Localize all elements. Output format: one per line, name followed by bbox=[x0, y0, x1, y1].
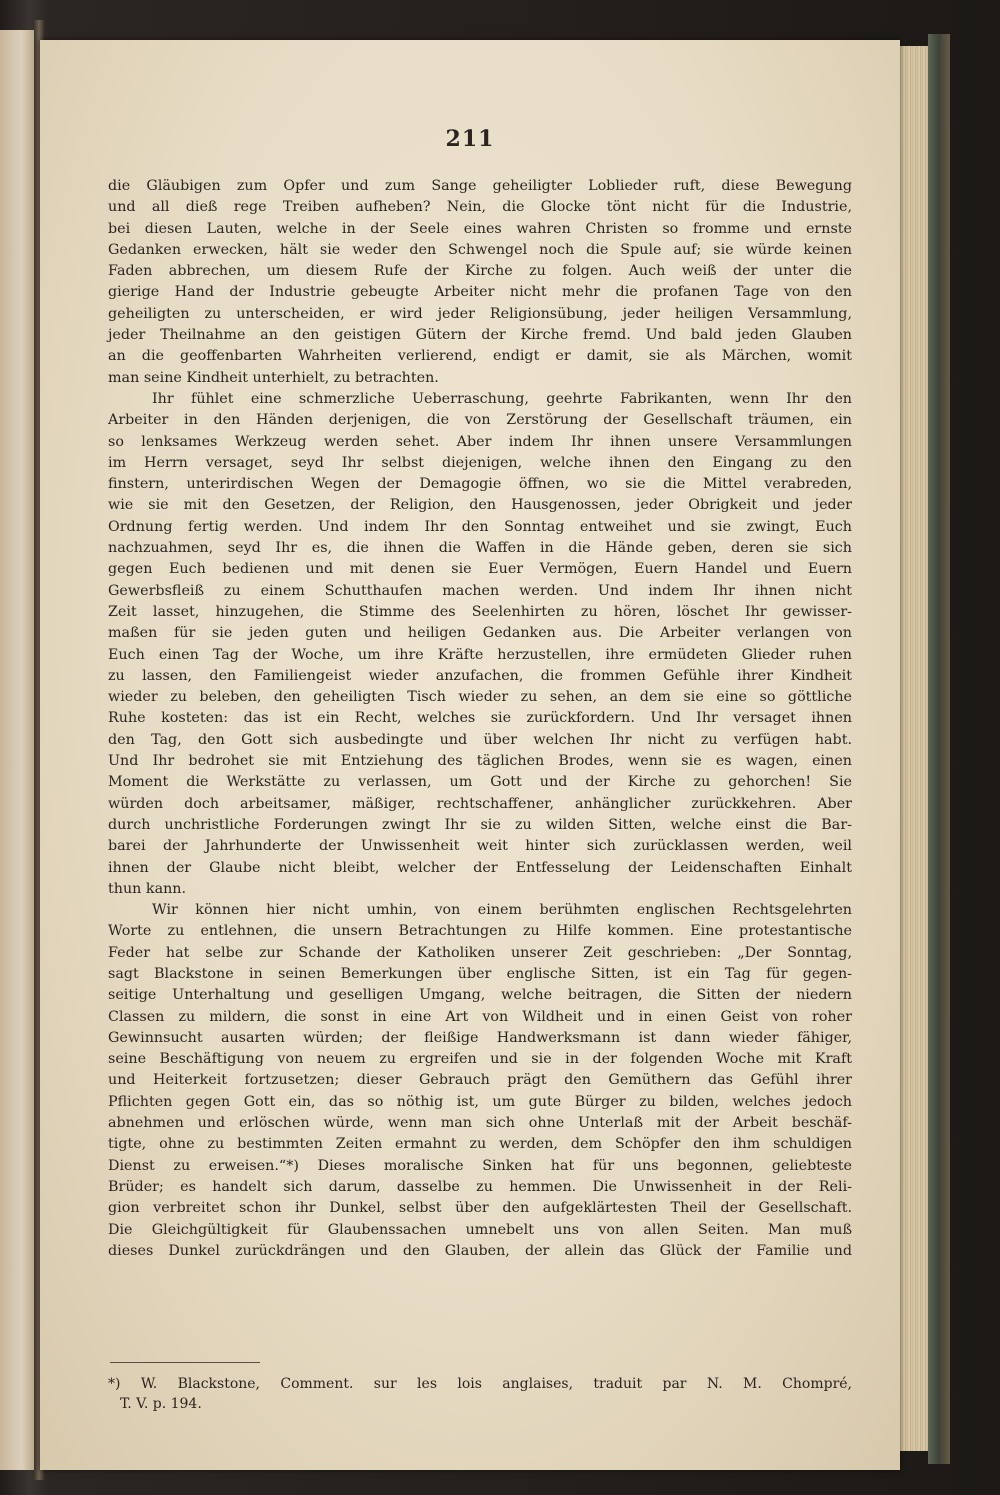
paragraph-end-line: thun kann. bbox=[108, 880, 187, 897]
text-line: die Gläubigen zum Opfer und zum Sange geheiligter Loblieder ruft, diese Bewegung bbox=[108, 178, 852, 194]
text-line: Gewinnsucht ausarten würden; der fleißige Handwerksmann ist dann wieder fähiger, bbox=[108, 1029, 852, 1046]
text-line: sagt Blackstone in seinen Bemerkungen über englische Sitten, ist ein Tag für gegen- bbox=[108, 965, 852, 982]
book-cover-edge bbox=[928, 34, 950, 1464]
text-line: so lenksames Werkzeug werden sehet. Aber indem Ihr ihnen unsere Versammlungen bbox=[108, 433, 852, 450]
page-stack-edge bbox=[896, 46, 930, 1451]
page-body-text bbox=[108, 176, 852, 1262]
text-line: zu lassen, den Familiengeist wieder anzufachen, die frommen Gefühle ihrer Kindheit bbox=[108, 667, 852, 684]
text-line: durch unchristliche Forderungen zwingt Ihr sie zu wilden Sitten, welche einst die Bar- bbox=[108, 816, 852, 833]
text-line: Pflichten gegen Gott ein, das so nöthig ist, um gute Bürger zu bilden, welches jedoch bbox=[108, 1093, 852, 1110]
text-line: Faden abbrechen, um diesem Rufe der Kirche zu folgen. Auch weiß der unter die bbox=[108, 263, 852, 280]
text-line: finstern, unterirdischen Wegen der Demagogie öffnen, wo sie die Mittel verabreden, bbox=[108, 476, 852, 493]
text-line: und all dieß rege Treiben aufheben? Nein, die Glocke tönt nicht für die Industrie, bbox=[108, 199, 852, 216]
text-line: maßen für sie jeden guten und heiligen Gedanken aus. Die Arbeiter verlangen von bbox=[108, 625, 852, 642]
book-page bbox=[40, 40, 900, 1470]
previous-page-edge bbox=[0, 30, 36, 1470]
text-line: würden doch arbeitsamer, mäßiger, rechtschaffener, anhänglicher zurückkehren. Aber bbox=[108, 795, 852, 812]
text-line: wie sie mit den Gesetzen, der Religion, den Hausgenossen, jeder Obrigkeit und jeder bbox=[108, 497, 852, 514]
text-line: tigte, ohne zu bestimmten Zeiten ermahnt zu werden, dem Schöpfer den ihm schuldigen bbox=[108, 1136, 852, 1153]
text-line: Die Gleichgültigkeit für Glaubenssachen umnebelt uns von allen Seiten. Man muß bbox=[108, 1221, 852, 1238]
text-line: geheiligten zu unterscheiden, er wird jeder Religionsübung, jeder heiligen Versammlung, bbox=[108, 305, 852, 322]
text-line: gion verbreitet schon ihr Dunkel, selbst über den aufgeklärtesten Theil der Gesellschaft. bbox=[108, 1200, 852, 1217]
text-line: Worte zu entlehnen, die unsern Betrachtungen zu Hilfe kommen. Eine protestantische bbox=[108, 923, 852, 940]
footnote-divider bbox=[110, 1362, 260, 1363]
text-line: Dienst zu erweisen.“*) Dieses moralische Sinken hat für uns begonnen, geliebteste bbox=[108, 1157, 852, 1174]
text-line: Und Ihr bedrohet sie mit Entziehung des täglichen Brodes, wenn sie es wagen, einen bbox=[108, 753, 852, 770]
paragraph-end-line: man seine Kindheit unterhielt, zu betrachten. bbox=[108, 369, 439, 386]
paragraph-start-line: Wir können hier nicht umhin, von einem berühmten englischen Rechtsgelehrten bbox=[152, 902, 852, 919]
text-line: an die geoffenbarten Wahrheiten verlierend, endigt er damit, sie als Märchen, womit bbox=[108, 348, 852, 365]
text-line: Euch einen Tag der Woche, um ihre Kräfte herzustellen, ihre ermüdeten Glieder ruhen bbox=[108, 646, 852, 663]
text-line: ihnen der Glaube nicht bleibt, welcher der Entfesselung der Leidenschaften Einhalt bbox=[108, 859, 852, 876]
footnote bbox=[108, 1374, 852, 1414]
text-line: Feder hat selbe zur Schande der Katholiken unserer Zeit geschrieben: „Der Sonntag, bbox=[108, 944, 852, 961]
text-line: Moment die Werkstätte zu verlassen, um Gott und der Kirche zu gehorchen! Sie bbox=[108, 774, 852, 791]
text-line: wieder zu beleben, den geheiligten Tisch wieder zu sehen, an dem sie eine so göttliche bbox=[108, 689, 852, 706]
text-line: seitige Unterhaltung und geselligen Umgang, welche beitragen, die Sitten der niedern bbox=[108, 987, 852, 1004]
footnote-line: *) W. Blackstone, Comment. sur les lois anglaises, traduit par N. M. Chompré, bbox=[108, 1376, 852, 1392]
text-line: Ruhe kosteten: das ist ein Recht, welches sie zurückfordern. Und Ihr versaget ihnen bbox=[108, 710, 852, 727]
text-line: gierige Hand der Industrie gebeugte Arbeiter nicht mehr die profanen Tage von den bbox=[108, 284, 852, 301]
text-line: Brüder; es handelt sich darum, dasselbe zu hemmen. Die Unwissenheit in der Reli- bbox=[108, 1178, 852, 1195]
text-line: den Tag, den Gott sich ausbedingte und über welchen Ihr nicht zu verfügen habt. bbox=[108, 731, 852, 748]
page-number: 211 bbox=[445, 126, 495, 152]
text-line: seine Beschäftigung von neuem zu ergreifen und sie in der folgenden Woche mit Kraft bbox=[108, 1051, 852, 1068]
text-line: dieses Dunkel zurückdrängen und den Glauben, der allein das Glück der Familie und bbox=[108, 1242, 852, 1259]
footnote-line: T. V. p. 194. bbox=[120, 1396, 202, 1412]
paragraph-start-line: Ihr fühlet eine schmerzliche Ueberraschung, geehrte Fabrikanten, wenn Ihr den bbox=[152, 390, 852, 407]
text-line: nachzuahmen, seyd Ihr es, die ihnen die Waffen in die Hände geben, deren sie sich bbox=[108, 540, 852, 557]
text-line: gegen Euch bedienen und mit denen sie Euer Vermögen, Euern Handel und Euern bbox=[108, 561, 852, 578]
text-line: im Herrn versaget, seyd Ihr selbst diejenigen, welche ihnen den Eingang zu den bbox=[108, 454, 852, 471]
text-line: Zeit lasset, hinzugehen, die Stimme des Seelenhirten zu hören, löschet Ihr gewisser- bbox=[108, 603, 852, 620]
text-line: Arbeiter in den Händen derjenigen, die von Zerstörung der Gesellschaft träumen, ein bbox=[108, 412, 852, 429]
text-line: jeder Theilnahme an den geistigen Gütern der Kirche fremd. Und bald jeden Glauben bbox=[108, 327, 852, 344]
text-line: Gewerbsfleiß zu einem Schutthaufen machen werden. Und indem Ihr ihnen nicht bbox=[108, 582, 852, 599]
text-line: barei der Jahrhunderte der Unwissenheit weit hinter sich zurücklassen werden, weil bbox=[108, 838, 852, 855]
text-line: Classen zu mildern, die sonst in eine Art von Wildheit und in einen Geist von roher bbox=[108, 1008, 852, 1025]
text-line: und Heiterkeit fortzusetzen; dieser Gebrauch prägt den Gemüthern das Gefühl ihrer bbox=[108, 1072, 852, 1089]
text-line: bei diesen Lauten, welche in der Seele eines wahren Christen so fromme und ernste bbox=[108, 220, 852, 237]
text-line: abnehmen und erlöschen würde, wenn man sich ohne Unterlaß mit der Arbeit beschäf- bbox=[108, 1115, 852, 1132]
text-line: Ordnung fertig werden. Und indem Ihr den Sonntag entweihet und sie zwingt, Euch bbox=[108, 518, 852, 535]
text-line: Gedanken erwecken, hält sie weder den Schwengel noch die Spule auf; sie würde keinen bbox=[108, 241, 852, 258]
